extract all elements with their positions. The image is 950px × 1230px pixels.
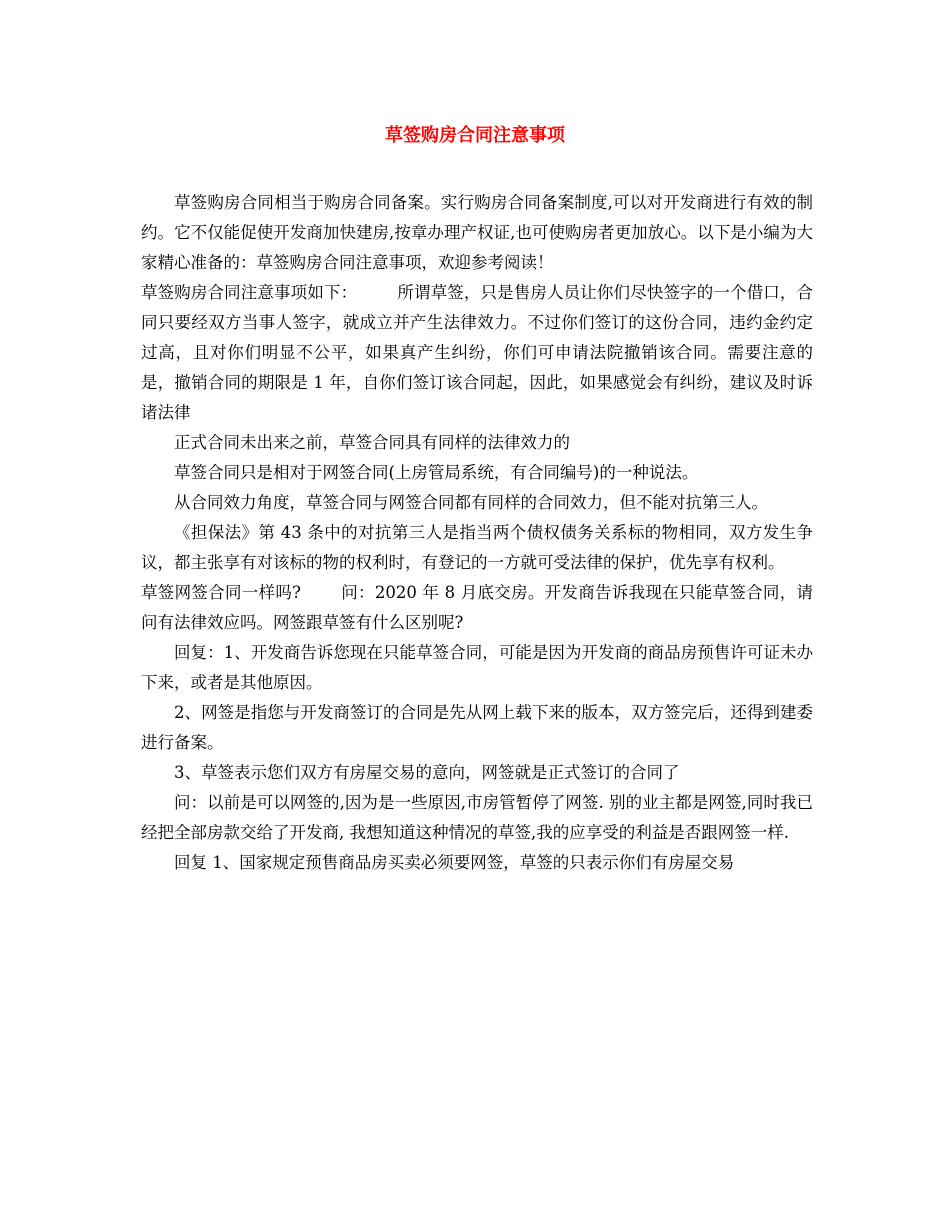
paragraph-intro: 草签购房合同相当于购房合同备案。实行购房合同备案制度,可以对开发商进行有效的制约。它不仅能促使开发商加快建房,按章办理产权证,也可使购房者更加放心。以下是小编为大家精心准备的：草签购房合同注意事项，欢迎参考阅读！ — [141, 193, 813, 272]
paragraph-formal-contract: 正式合同未出来之前，草签合同具有同样的法律效力的 — [174, 433, 570, 452]
paragraph-reply-4: 回复 1、国家规定预售商品房买卖必须要网签，草签的只表示你们有房屋交易 — [174, 853, 735, 872]
paragraph-guarantee-law: 《担保法》第 43 条中的对抗第三人是指当两个债权债务关系标的物相同，双方发生争议，都主张享有对该标的物的权利时，有登记的一方就可受法律的保护，优先享有权利。 — [141, 523, 813, 572]
paragraph-question-1-text: 问：2020 年 8 月底交房。开发商告诉我现在只能草签合同，请问有法律效应吗。网签跟草签有什么区别呢? — [141, 583, 813, 632]
page-title: 草签购房合同注意事项 — [385, 125, 565, 146]
document-body — [141, 188, 813, 878]
paragraph-reply-2: 2、网签是指您与开发商签订的合同是先从网上载下来的版本，双方签完后，还得到建委进行备案。 — [141, 703, 813, 752]
paragraph-reply-1: 回复：1、开发商告诉您现在只能草签合同，可能是因为开发商的商品房预售许可证未办下来，或者是其他原因。 — [141, 643, 813, 692]
paragraph-notes — [141, 278, 813, 428]
paragraph-draft-vs-online: 草签合同只是相对于网签合同(上房管局系统，有合同编号)的一种说法。 — [174, 463, 699, 482]
section-heading-notes: 草签购房合同注意事项如下： — [141, 283, 358, 302]
paragraph-notes-text: 所谓草签，只是售房人员让你们尽快签字的一个借口，合同只要经双方当事人签字，就成立并产生法律效力。不过你们签订的这份合同，违约金约定过高，且对你们明显不公平，如果真产生纠纷，你们可申请法院撤销该合同。需要注意的是，撤销合同的期限是 1 年，自你们签订该合同起，因此，如果感觉会有纠纷，建议及时诉诸法律 — [141, 283, 814, 422]
paragraph-question-2: 问：以前是可以网签的,因为是一些原因,市房管暂停了网签. 别的业主都是网签,同时我已经把全部房款交给了开发商, 我想知道这种情况的草签,我的应享受的利益是否跟网签一样. — [141, 793, 813, 842]
paragraph-reply-3: 3、草签表示您们双方有房屋交易的意向，网签就是正式签订的合同了 — [174, 763, 680, 782]
paragraph-contract-validity: 从合同效力角度，草签合同与网签合同都有同样的合同效力，但不能对抗第三人。 — [174, 493, 768, 512]
section-heading-question: 草签网签合同一样吗? — [141, 583, 301, 602]
paragraph-question-1 — [141, 578, 813, 638]
